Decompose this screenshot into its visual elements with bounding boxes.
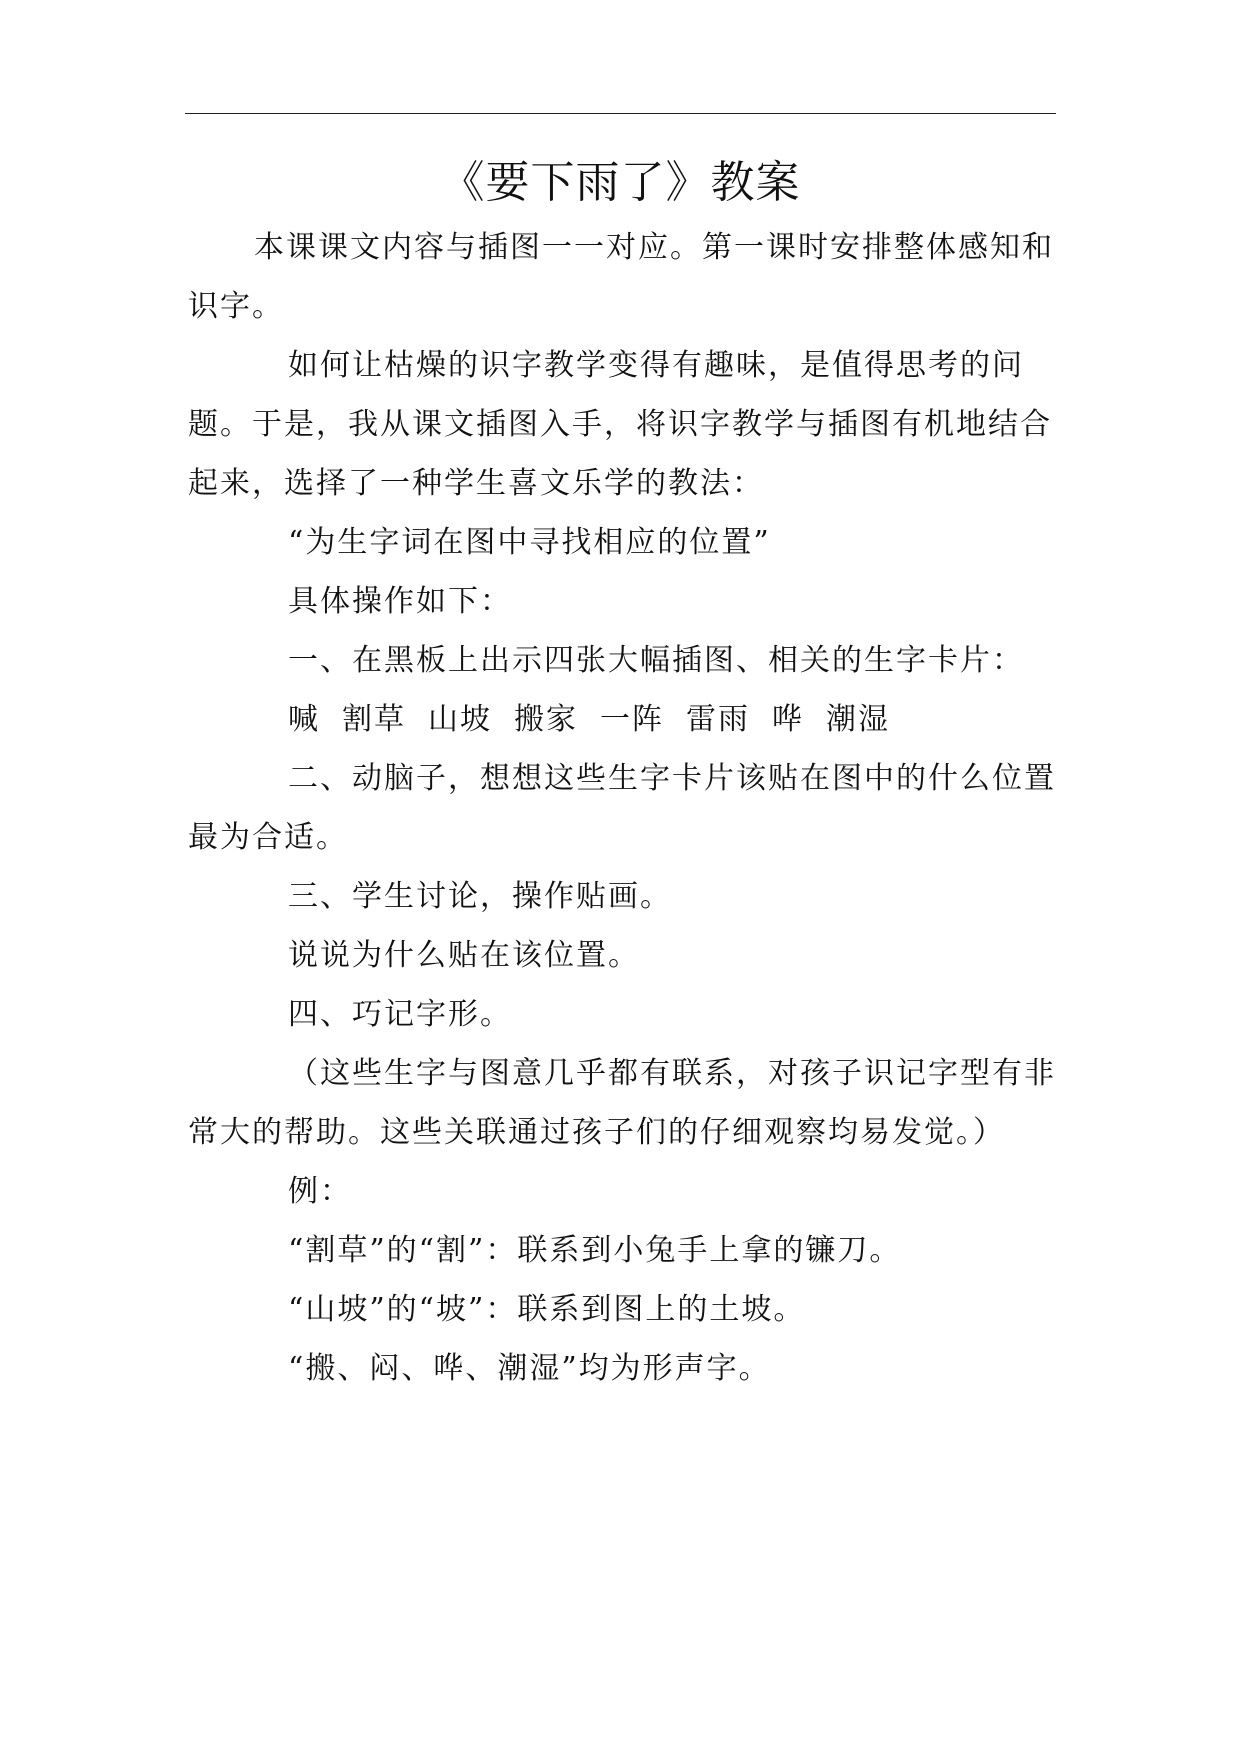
paragraph-step4-note: （这些生字与图意几乎都有联系，对孩子识记字型有非常大的帮助。这些关联通过孩子们的仔细观察均易发觉。） <box>188 1056 1056 1150</box>
word-card: 山坡 <box>428 702 492 737</box>
paragraph-example1: “割草”的“割”：联系到小兔手上拿的镰刀。 <box>288 1233 902 1268</box>
paragraph-step3: 三、学生讨论，操作贴画。 <box>288 879 672 914</box>
paragraph-example3: “搬、闷、哗、潮湿”均为形声字。 <box>288 1351 771 1386</box>
word-card: 哗 <box>772 702 804 737</box>
paragraph-method: “为生字词在图中寻找相应的位置” <box>288 525 771 560</box>
word-card: 雷雨 <box>686 702 750 737</box>
paragraph-step1: 一、在黑板上出示四张大幅插图、相关的生字卡片： <box>288 643 1024 678</box>
paragraph-intro: 本课课文内容与插图一一对应。第一课时安排整体感知和识字。 <box>188 230 1054 324</box>
paragraph-steps-intro: 具体操作如下： <box>288 584 512 619</box>
paragraph-step3-note: 说说为什么贴在该位置。 <box>288 938 640 973</box>
word-card: 潮湿 <box>826 702 890 737</box>
paragraph-example2: “山坡”的“坡”：联系到图上的土坡。 <box>288 1292 806 1327</box>
paragraph-step2: 二、动脑子，想想这些生字卡片该贴在图中的什么位置最为合适。 <box>188 761 1056 855</box>
document-title: 《要下雨了》教案 <box>440 157 801 208</box>
header-rule <box>185 113 1056 114</box>
paragraph-example-label: 例： <box>288 1174 352 1209</box>
word-card: 割草 <box>342 702 406 737</box>
word-card: 搬家 <box>514 702 578 737</box>
word-card: 喊 <box>288 702 320 737</box>
word-card-list <box>188 690 1056 749</box>
document-body <box>188 218 1056 1398</box>
paragraph-question: 如何让枯燥的识字教学变得有趣味，是值得思考的问题。于是，我从课文插图入手，将识字教学与插图有机地结合起来，选择了一种学生喜文乐学的教法： <box>188 348 1052 501</box>
paragraph-step4: 四、巧记字形。 <box>288 997 512 1032</box>
word-card: 一阵 <box>600 702 664 737</box>
